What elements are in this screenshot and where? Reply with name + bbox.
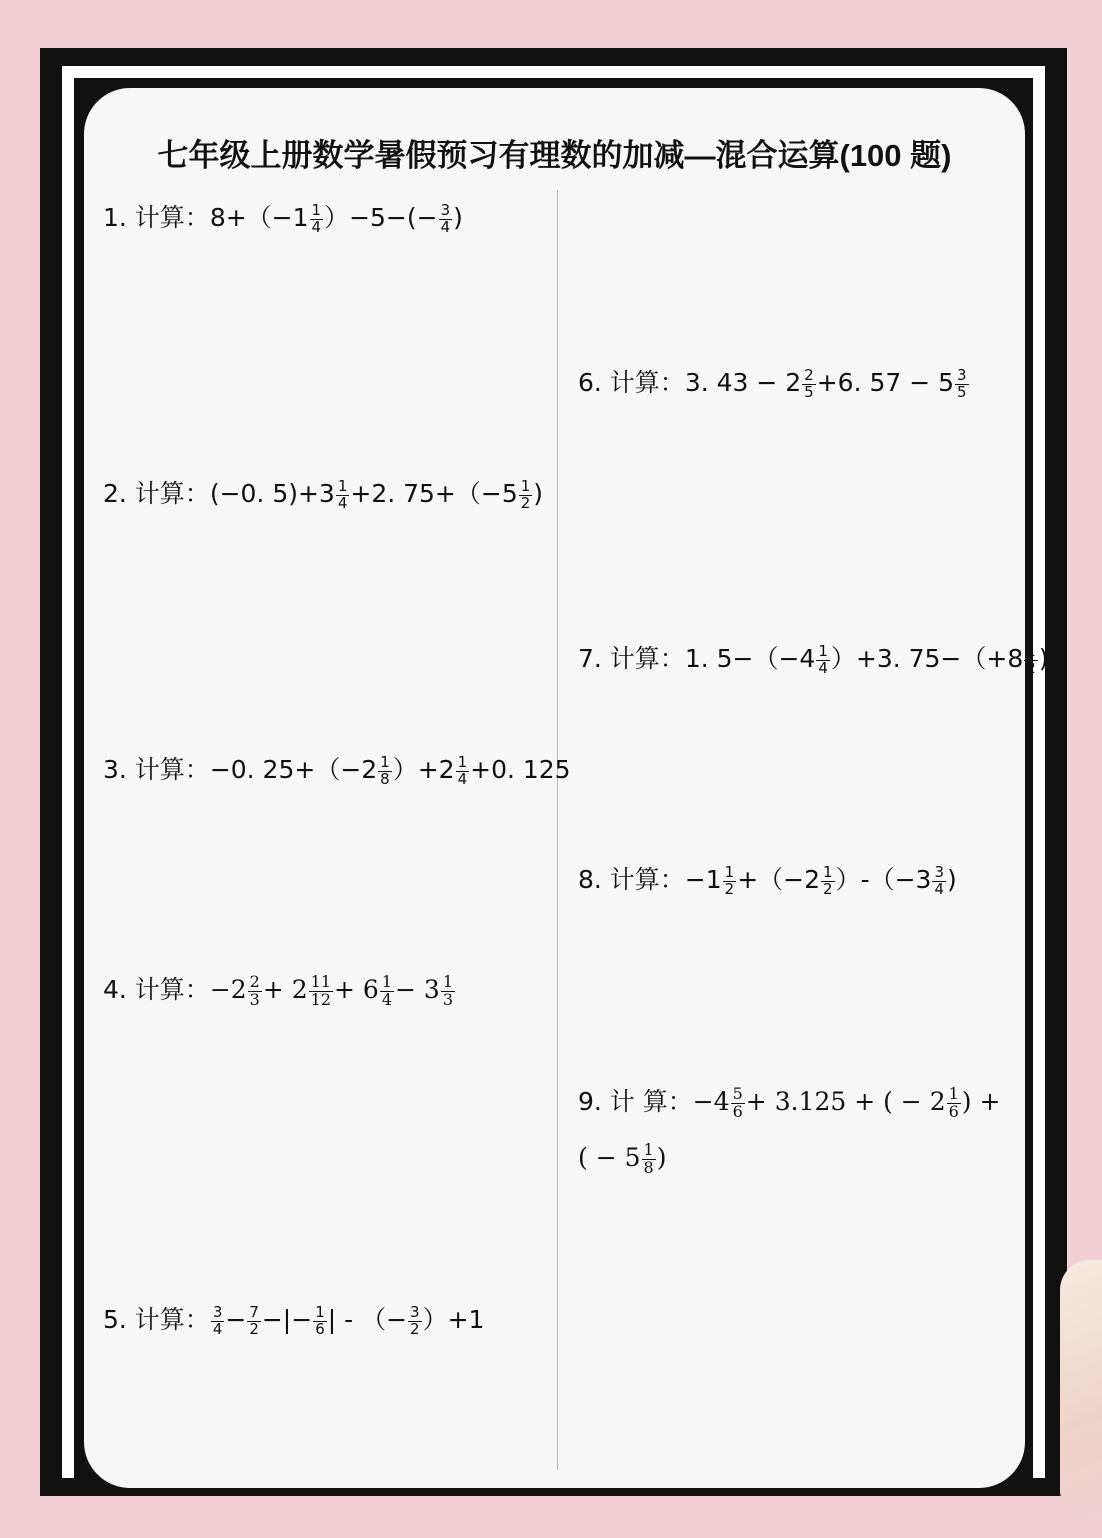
problem-label: 3. 计算：: [103, 755, 210, 784]
fraction: $\frac{3}{2}$: [410, 1302, 420, 1338]
problem-8: 8. 计算：−1 $\frac{1}{2}$ +（−2 $\frac{1}{2}$ ）-（−3 $\frac{3}{4}$ ): [578, 862, 957, 898]
problem-4: 4. 计算：−2 $\frac{2}{3}$ + 2 $\frac{11}{12}$ + 6 $\frac{1}{4}$ − 3 $\frac{1}{3}$: [103, 972, 454, 1009]
problem-label: 6. 计算：: [578, 368, 685, 397]
fraction: $\frac{1}{4}$: [337, 476, 348, 512]
fraction: $\frac{3}{4}$: [934, 862, 944, 898]
fraction: $\frac{1}{2}$: [823, 862, 833, 898]
fraction: $\frac{2}{3}$: [249, 972, 260, 1009]
column-divider: [557, 190, 558, 1470]
fraction: $\frac{5}{6}$: [732, 1084, 743, 1121]
problem-label: 7. 计算：: [578, 644, 685, 673]
problem-6: 6. 计算：3. 43 − 2 $\frac{2}{5}$ +6. 57 − 5 $\frac{3}{5}$: [578, 365, 967, 401]
problem-2: 2. 计算：(−0. 5)+3 $\frac{1}{4}$ +2. 75+（−5 $\frac{1}{2}$ ): [103, 476, 544, 512]
fraction: $\frac{2}{5}$: [804, 365, 814, 401]
problem-label: 9. 计 算：: [578, 1087, 693, 1116]
worksheet-title: 七年级上册数学暑假预习有理数的加减—混合运算(100 题): [157, 138, 952, 173]
flower-decoration: [1060, 1260, 1102, 1520]
problem-label: 1. 计算：: [103, 203, 210, 232]
worksheet-paper: [84, 88, 1025, 1488]
problem-label: 4. 计算：: [103, 975, 210, 1004]
fraction: $\frac{1}{4}$: [311, 200, 322, 236]
fraction: $\frac{11}{12}$: [310, 972, 332, 1009]
fraction: $\frac{3}{5}$: [957, 365, 967, 401]
fraction: $\frac{1}{2}$: [1026, 641, 1036, 677]
fraction: $\frac{1}{2}$: [724, 862, 735, 898]
fraction: $\frac{1}{8}$: [380, 752, 390, 788]
problem-3: 3. 计算：−0. 25+（−2 $\frac{1}{8}$ ）+2 $\frac{1}{4}$ +0. 125: [103, 752, 571, 788]
problem-5: 5. 计算： $\frac{3}{4}$ − $\frac{7}{2}$ −|− $\frac{1}{6}$ | - （− $\frac{3}{2}$ ）+1: [103, 1302, 485, 1338]
fraction: $\frac{1}{6}$: [948, 1084, 959, 1121]
problem-label: 2. 计算：: [103, 479, 210, 508]
fraction: $\frac{3}{4}$: [440, 200, 451, 236]
fraction: $\frac{1}{6}$: [315, 1302, 325, 1338]
problem-9: 9. 计 算：−4 $\frac{5}{6}$ + 3.125 + ( − 2 $\frac{1}{6}$ ) + ( − 5 $\frac{1}{8}$ ): [578, 1084, 1001, 1177]
problem-label: 8. 计算：: [578, 865, 685, 894]
problem-1: 1. 计算：8+（−1 $\frac{1}{4}$ ）−5−(− $\frac{3}{4}$ ): [103, 200, 463, 236]
fraction: $\frac{3}{4}$: [212, 1302, 223, 1338]
fraction: $\frac{1}{4}$: [818, 641, 828, 677]
fraction: $\frac{7}{2}$: [249, 1302, 259, 1338]
fraction: $\frac{1}{4}$: [457, 752, 468, 788]
fraction: $\frac{1}{4}$: [381, 972, 393, 1009]
problem-7: 7. 计算：1. 5−（−4 $\frac{1}{4}$ ）+3. 75−（+8 $\frac{1}{2}$ ): [578, 641, 1049, 677]
fraction: $\frac{1}{8}$: [643, 1140, 654, 1177]
problem-label: 5. 计算：: [103, 1305, 210, 1334]
fraction: $\frac{1}{2}$: [520, 476, 531, 512]
fraction: $\frac{1}{3}$: [442, 972, 454, 1009]
